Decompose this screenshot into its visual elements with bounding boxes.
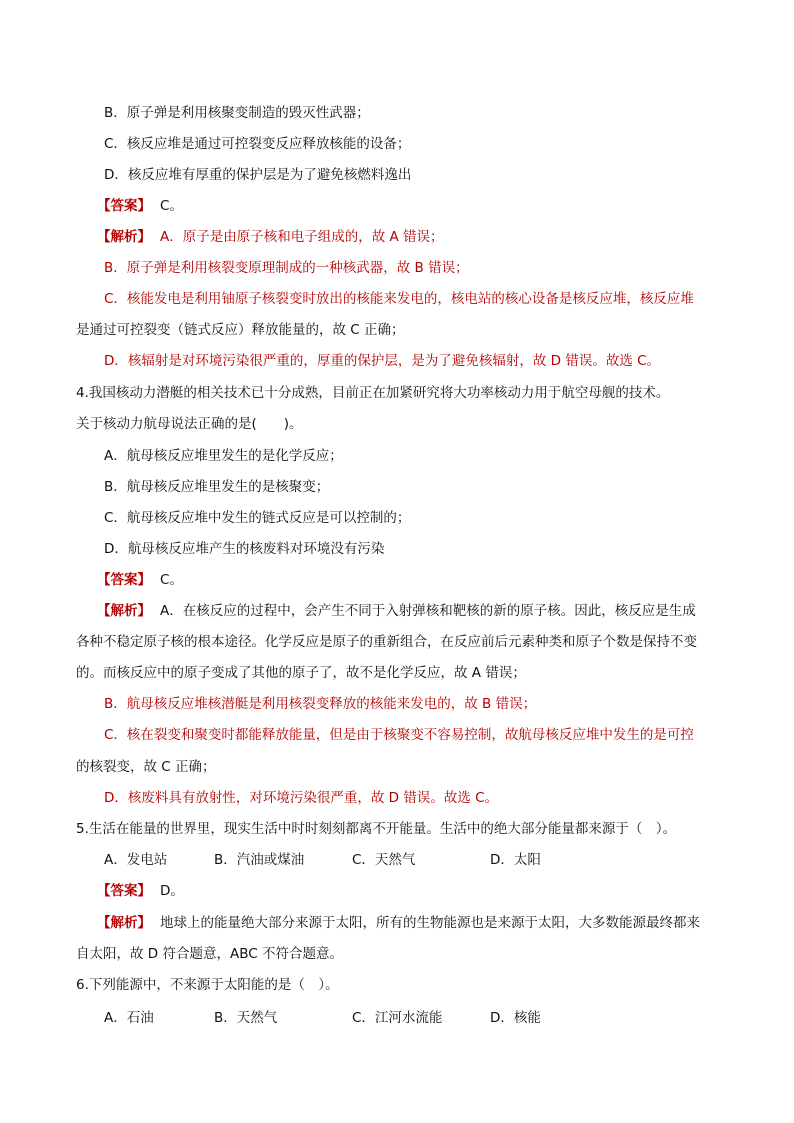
q5-analysis-line-2: 自太阳，故 D 符合题意，ABC 不符合题意。 [76, 946, 343, 962]
q5-option-c: C．天然气 [352, 852, 416, 868]
q4-option-c: C．航母核反应堆中发生的链式反应是可以控制的； [104, 510, 411, 526]
q3-answer-text: C。 [160, 198, 183, 214]
q4-option-a: A．航母核反应堆里发生的是化学反应； [104, 448, 343, 464]
q3-option-c: C．核反应堆是通过可控裂变反应释放核能的设备； [104, 136, 411, 152]
q6-option-b: B．天然气 [214, 1010, 278, 1026]
q4-analysis-line-4: B．航母核反应堆核潜艇是利用核裂变释放的核能来发电的，故 B 错误； [104, 696, 537, 712]
q4-analysis-tag: 【解析】 [97, 603, 151, 619]
q5-analysis-line-1: 地球上的能量绝大部分来源于太阳，所有的生物能源也是来源于太阳，大多数能源最终都来 [160, 915, 700, 931]
q4-analysis-line-1: A．在核反应的过程中，会产生不同于入射弹核和靶核的新的原子核。因此，核反应是生成 [160, 603, 696, 619]
q6-option-d: D．核能 [490, 1010, 541, 1026]
q3-analysis-line-1: A．原子是由原子核和电子组成的，故 A 错误； [160, 229, 444, 245]
q5-analysis-tag: 【解析】 [97, 915, 151, 931]
q4-analysis-line-3: 的。而核反应中的原子变成了其他的原子了，故不是化学反应，故 A 错误； [76, 665, 526, 681]
q4-option-b: B．航母核反应堆里发生的是核聚变； [104, 479, 330, 495]
q4-answer-text: C。 [160, 572, 183, 588]
q3-option-b: B．原子弹是利用核聚变制造的毁灭性武器； [104, 105, 370, 121]
q6-option-c: C．江河水流能 [352, 1010, 443, 1026]
q5-option-b: B．汽油或煤油 [214, 852, 305, 868]
q3-option-d: D．核反应堆有厚重的保护层是为了避免核燃料逸出 [104, 167, 412, 183]
q3-analysis-tag: 【解析】 [97, 229, 151, 245]
q3-analysis-line-5: D．核辐射是对环境污染很严重的，厚重的保护层，是为了避免核辐射，故 D 错误。故选 C。 [104, 353, 661, 369]
q4-analysis-line-7: D．核废料具有放射性，对环境污染很严重，故 D 错误。故选 C。 [104, 790, 499, 806]
q3-answer-tag: 【答案】 [97, 198, 151, 214]
q4-answer-tag: 【答案】 [97, 572, 151, 588]
q4-stem-line-1: 4.我国核动力潜艇的相关技术已十分成熟，目前正在加紧研究将大功率核动力用于航空母舰的技术。 [76, 385, 670, 401]
q4-analysis-line-5: C．核在裂变和聚变时都能释放能量，但是由于核聚变不容易控制，故航母核反应堆中发生的是可控 [104, 727, 694, 743]
q4-option-d: D．航母核反应堆产生的核废料对环境没有污染 [104, 541, 385, 557]
q6-option-a: A．石油 [104, 1010, 154, 1026]
q5-option-d: D．太阳 [490, 852, 541, 868]
q5-answer-tag: 【答案】 [97, 883, 151, 899]
q3-analysis-line-4: 是通过可控裂变（链式反应）释放能量的，故 C 正确； [76, 322, 405, 338]
q4-analysis-line-6: 的核裂变，故 C 正确； [76, 759, 216, 775]
q5-option-a: A．发电站 [104, 852, 168, 868]
q4-analysis-line-2: 各种不稳定原子核的根本途径。化学反应是原子的重新组合，在反应前后元素种类和原子个数是保持不变 [76, 634, 697, 650]
q3-analysis-line-3: C．核能发电是利用铀原子核裂变时放出的核能来发电的，核电站的核心设备是核反应堆，核反应堆 [104, 291, 694, 307]
q5-stem: 5.生活在能量的世界里，现实生活中时时刻刻都离不开能量。生活中的绝大部分能量都来源于（ ）。 [76, 821, 677, 837]
q3-analysis-line-2: B．原子弹是利用核裂变原理制成的一种核武器，故 B 错误； [104, 260, 469, 276]
q6-stem: 6.下列能源中，不来源于太阳能的是（ ）。 [76, 977, 339, 993]
q5-answer-text: D。 [160, 883, 184, 899]
q4-stem-line-2: 关于核动力航母说法正确的是( )。 [76, 416, 303, 432]
